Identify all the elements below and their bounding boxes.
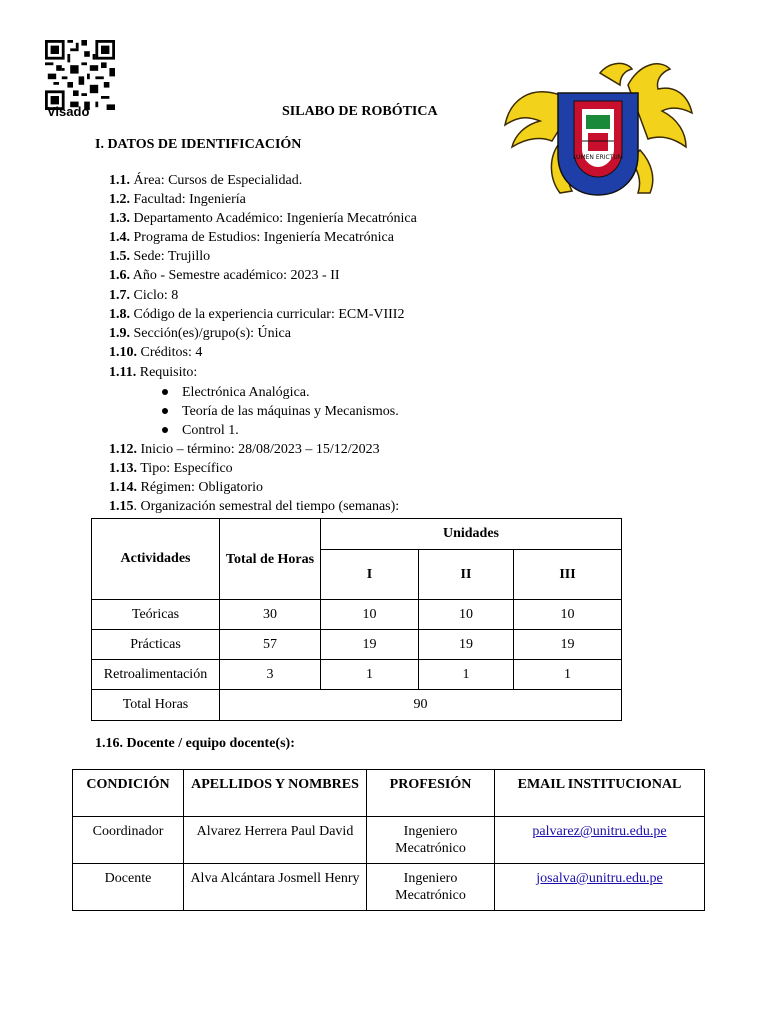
table-row	[92, 630, 622, 660]
table-row	[92, 660, 622, 690]
col-unidades: Unidades	[321, 519, 622, 550]
row-unit: 1	[419, 660, 514, 690]
col-actividades: Actividades	[92, 519, 220, 600]
row-unit: 1	[321, 660, 419, 690]
condicion: Coordinador	[73, 817, 184, 864]
section-title: I. DATOS DE IDENTIFICACIÓN	[95, 137, 302, 152]
row-unit: 19	[321, 630, 419, 660]
requisito-item: Teoría de las máquinas y Mecanismos.	[162, 403, 399, 421]
row-unit: 10	[321, 600, 419, 630]
bullet-icon	[162, 408, 168, 414]
email-link[interactable]: palvarez@unitru.edu.pe	[532, 824, 667, 839]
row-label: Teóricas	[92, 600, 220, 630]
bullet-icon	[162, 389, 168, 395]
row-total: 30	[220, 600, 321, 630]
visado-label: Visado	[47, 104, 90, 119]
identification-item: 1.8. Código de la experiencia curricular: ECM-VIII2	[109, 307, 405, 322]
identification-item: 1.10. Créditos: 4	[109, 345, 203, 360]
docentes-title: 1.16. Docente / equipo docente(s):	[95, 736, 295, 751]
row-total: 3	[220, 660, 321, 690]
table-row	[73, 817, 705, 864]
university-crest	[500, 55, 696, 201]
time-organization-table	[91, 518, 622, 721]
identification-item: 1.2. Facultad: Ingeniería	[109, 192, 246, 207]
identification-item: 1.15. Organización semestral del tiempo (semanas):	[109, 499, 400, 514]
identification-item: 1.3. Departamento Académico: Ingeniería Mecatrónica	[109, 211, 417, 226]
identification-item: 1.6. Año - Semestre académico: 2023 - II	[109, 268, 340, 283]
col-profesion: PROFESIÓN	[367, 770, 495, 817]
row-unit: 19	[514, 630, 622, 660]
identification-item: 1.13. Tipo: Específico	[109, 461, 233, 476]
table-row	[92, 690, 622, 721]
col-total-horas: Total de Horas	[220, 519, 321, 600]
nombre: Alvarez Herrera Paul David	[184, 817, 367, 864]
row-label: Prácticas	[92, 630, 220, 660]
col-email: EMAIL INSTITUCIONAL	[495, 770, 705, 817]
identification-item: 1.11. Requisito:	[109, 365, 198, 380]
unit-header: I	[321, 550, 419, 600]
email-link[interactable]: josalva@unitru.edu.pe	[536, 871, 663, 886]
crest-motto: LUMEN ERICTUM	[573, 154, 623, 161]
identification-item: 1.5. Sede: Trujillo	[109, 249, 211, 264]
row-unit: 10	[514, 600, 622, 630]
identification-item: 1.4. Programa de Estudios: Ingeniería Mecatrónica	[109, 230, 394, 245]
identification-item: 1.14. Régimen: Obligatorio	[109, 480, 263, 495]
row-unit: 1	[514, 660, 622, 690]
teachers-table	[72, 769, 705, 911]
col-nombres: APELLIDOS Y NOMBRES	[184, 770, 367, 817]
page-title: SILABO DE ROBÓTICA	[282, 104, 438, 119]
col-condicion: CONDICIÓN	[73, 770, 184, 817]
identification-item: 1.1. Área: Cursos de Especialidad.	[109, 173, 303, 188]
total-label: Total Horas	[92, 690, 220, 721]
table-row	[73, 864, 705, 911]
unit-header: III	[514, 550, 622, 600]
row-unit: 19	[419, 630, 514, 660]
nombre: Alva Alcántara Josmell Henry	[184, 864, 367, 911]
total-value: 90	[220, 690, 622, 721]
identification-item: 1.12. Inicio – término: 28/08/2023 – 15/12/2023	[109, 442, 380, 457]
row-label: Retroalimentación	[92, 660, 220, 690]
bullet-icon	[162, 427, 168, 433]
profesion: Ingeniero Mecatrónico	[367, 817, 495, 864]
qr-code	[45, 40, 115, 110]
identification-item: 1.9. Sección(es)/grupo(s): Única	[109, 326, 291, 341]
requisito-item: Electrónica Analógica.	[162, 384, 310, 402]
unit-header: II	[419, 550, 514, 600]
table-row	[92, 600, 622, 630]
profesion: Ingeniero Mecatrónico	[367, 864, 495, 911]
identification-item: 1.7. Ciclo: 8	[109, 288, 179, 303]
row-total: 57	[220, 630, 321, 660]
condicion: Docente	[73, 864, 184, 911]
requisito-item: Control 1.	[162, 422, 239, 440]
row-unit: 10	[419, 600, 514, 630]
